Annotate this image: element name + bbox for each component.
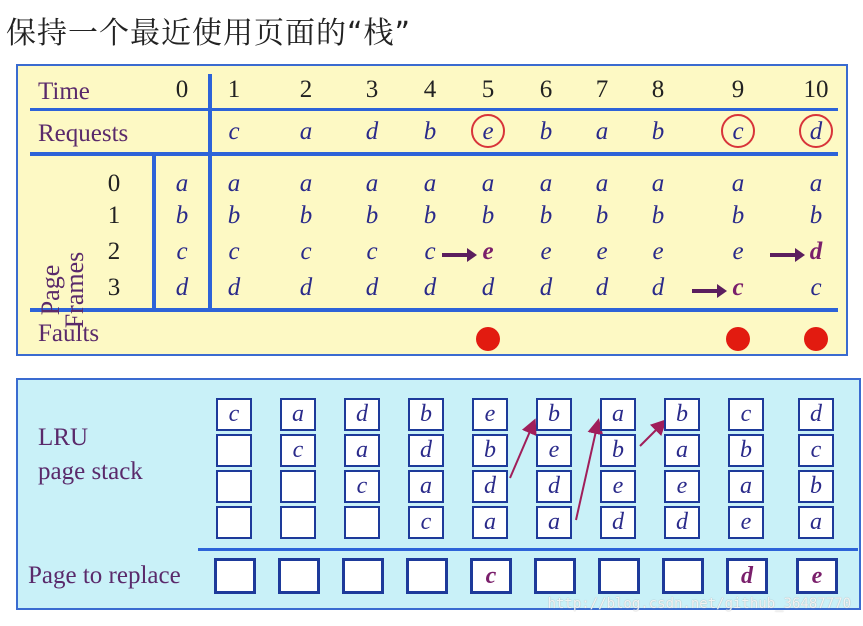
replacement-arrow: [442, 253, 468, 257]
stack-arrow-6: [510, 422, 534, 478]
stack-arrow-8: [640, 422, 664, 446]
frame-cell: b: [299, 202, 313, 229]
frame-cell: a: [365, 170, 379, 197]
watermark: http://blog.csdn.net/github_36487770: [547, 596, 851, 612]
page-frames-label: [36, 235, 89, 345]
frame-cell: e: [652, 238, 664, 265]
stack-cell: [216, 506, 252, 539]
stack-cell: a: [600, 398, 636, 431]
fault-marker: [804, 327, 828, 351]
stack-cell: c: [216, 398, 252, 431]
replace-cell: [342, 558, 384, 594]
stack-cell: d: [408, 434, 444, 467]
frame-cell: b: [481, 202, 495, 229]
request-cell: b: [651, 118, 665, 145]
replace-cell: e: [796, 558, 838, 594]
stack-cell: [216, 470, 252, 503]
replace-cell: [278, 558, 320, 594]
stack-cell: b: [472, 434, 508, 467]
frame-cell: b: [423, 202, 437, 229]
replace-cell: [214, 558, 256, 594]
frame-cell: e: [732, 238, 744, 265]
stack-cell: c: [280, 434, 316, 467]
time-cell: 7: [595, 76, 609, 103]
frame-number: 3: [107, 274, 121, 301]
page-stack-label: page stack: [38, 458, 143, 485]
request-cell: b: [423, 118, 437, 145]
frame-cell: c: [300, 238, 312, 265]
request-cell: a: [595, 118, 609, 145]
frame-cell: d: [365, 274, 379, 301]
frame-cell: a: [595, 170, 609, 197]
frame-cell: a: [651, 170, 665, 197]
page-replacement-table: [16, 64, 848, 356]
replace-cell: c: [470, 558, 512, 594]
request-cell: d: [809, 118, 823, 145]
stack-cell: c: [344, 470, 380, 503]
fault-marker: [726, 327, 750, 351]
request-cell: c: [732, 118, 744, 145]
frame-cell: a: [731, 170, 745, 197]
frame-number: 2: [107, 238, 121, 265]
replacement-arrow: [770, 253, 796, 257]
replacement-arrow: [692, 289, 718, 293]
faults-label: Faults: [38, 320, 100, 347]
frame-cell: a: [299, 170, 313, 197]
frame-cell: c: [366, 238, 378, 265]
frame-cell: d: [299, 274, 313, 301]
frame-cell: e: [482, 238, 494, 265]
request-cell: e: [482, 118, 494, 145]
stack-cell: d: [600, 506, 636, 539]
stack-cell: e: [536, 434, 572, 467]
page-title: 保持一个最近使用页面的“栈”: [6, 16, 412, 51]
time-cell: 6: [539, 76, 553, 103]
frame-cell: d: [227, 274, 241, 301]
requests-label: Requests: [38, 120, 129, 147]
page-frames-label-line2: Frames: [60, 251, 89, 329]
request-cell: d: [365, 118, 379, 145]
lru-stack-panel: [16, 378, 861, 610]
time-cell: 5: [481, 76, 495, 103]
frame-cell: d: [481, 274, 495, 301]
frame-number: 0: [107, 170, 121, 197]
stack-cell: b: [536, 398, 572, 431]
frame-cell: b: [175, 202, 189, 229]
fault-request-circle: [721, 114, 755, 148]
stack-cell: d: [472, 470, 508, 503]
frame-cell: c: [732, 274, 744, 301]
stack-arrow-7: [576, 422, 598, 520]
frame-cell: d: [423, 274, 437, 301]
frame-cell: a: [809, 170, 823, 197]
time-cell: 8: [651, 76, 665, 103]
frame-cell: c: [424, 238, 436, 265]
frame-cell: b: [809, 202, 823, 229]
time-cell: 9: [731, 76, 745, 103]
frame-cell: b: [651, 202, 665, 229]
stack-cell: b: [728, 434, 764, 467]
time-cell: 0: [175, 76, 189, 103]
stack-cell: e: [472, 398, 508, 431]
page-frames-label-line1: Page: [36, 264, 65, 316]
request-cell: c: [228, 118, 240, 145]
stack-cell: a: [536, 506, 572, 539]
time-divider: [208, 74, 212, 310]
stack-cell: d: [344, 398, 380, 431]
time-cell: 1: [227, 76, 241, 103]
stack-cell: b: [408, 398, 444, 431]
frame-number: 1: [107, 202, 121, 229]
stack-cell: a: [798, 506, 834, 539]
stack-cell: c: [408, 506, 444, 539]
frame-cell: d: [595, 274, 609, 301]
stack-cell: a: [728, 470, 764, 503]
frame-cell: a: [481, 170, 495, 197]
stack-cell: a: [408, 470, 444, 503]
stack-cell: a: [280, 398, 316, 431]
stack-cell: b: [664, 398, 700, 431]
stack-cell: [280, 470, 316, 503]
fault-request-circle: [799, 114, 833, 148]
replace-cell: d: [726, 558, 768, 594]
lru-label: LRU: [38, 424, 88, 451]
stack-cell: a: [664, 434, 700, 467]
frame-cell: d: [651, 274, 665, 301]
frame-cell: a: [539, 170, 553, 197]
frame-cell: b: [595, 202, 609, 229]
replace-cell: [598, 558, 640, 594]
request-cell: b: [539, 118, 553, 145]
frame-cell: e: [540, 238, 552, 265]
stack-cell: [280, 506, 316, 539]
stack-cell: e: [664, 470, 700, 503]
frame-cell: b: [731, 202, 745, 229]
stack-cell: b: [798, 470, 834, 503]
stack-cell: a: [344, 434, 380, 467]
stack-cell: b: [600, 434, 636, 467]
time-cell: 3: [365, 76, 379, 103]
frame-cell: b: [227, 202, 241, 229]
frame-number-divider: [152, 154, 156, 310]
frame-cell: d: [539, 274, 553, 301]
fault-request-circle: [471, 114, 505, 148]
frame-cell: c: [810, 274, 822, 301]
header-divider: [30, 108, 838, 111]
frame-cell: a: [227, 170, 241, 197]
frame-cell: d: [175, 274, 189, 301]
stack-cell: [216, 434, 252, 467]
page-to-replace-label: Page to replace: [28, 562, 181, 589]
stack-cell: e: [728, 506, 764, 539]
stack-cell: a: [472, 506, 508, 539]
stack-cell: c: [728, 398, 764, 431]
stack-cell: d: [664, 506, 700, 539]
stack-cell: d: [536, 470, 572, 503]
frame-cell: d: [809, 238, 823, 265]
replace-cell: [662, 558, 704, 594]
time-cell: 4: [423, 76, 437, 103]
stack-cell: e: [600, 470, 636, 503]
time-cell: 10: [803, 76, 829, 103]
time-cell: 2: [299, 76, 313, 103]
stack-cell: d: [798, 398, 834, 431]
frame-cell: a: [175, 170, 189, 197]
stack-cell: [344, 506, 380, 539]
request-cell: a: [299, 118, 313, 145]
frame-cell: c: [176, 238, 188, 265]
time-label: Time: [38, 78, 90, 105]
frame-cell: a: [423, 170, 437, 197]
stack-cell: c: [798, 434, 834, 467]
fault-marker: [476, 327, 500, 351]
frame-cell: b: [539, 202, 553, 229]
frame-cell: e: [596, 238, 608, 265]
replace-cell: [534, 558, 576, 594]
frame-cell: c: [228, 238, 240, 265]
frame-cell: b: [365, 202, 379, 229]
replace-cell: [406, 558, 448, 594]
